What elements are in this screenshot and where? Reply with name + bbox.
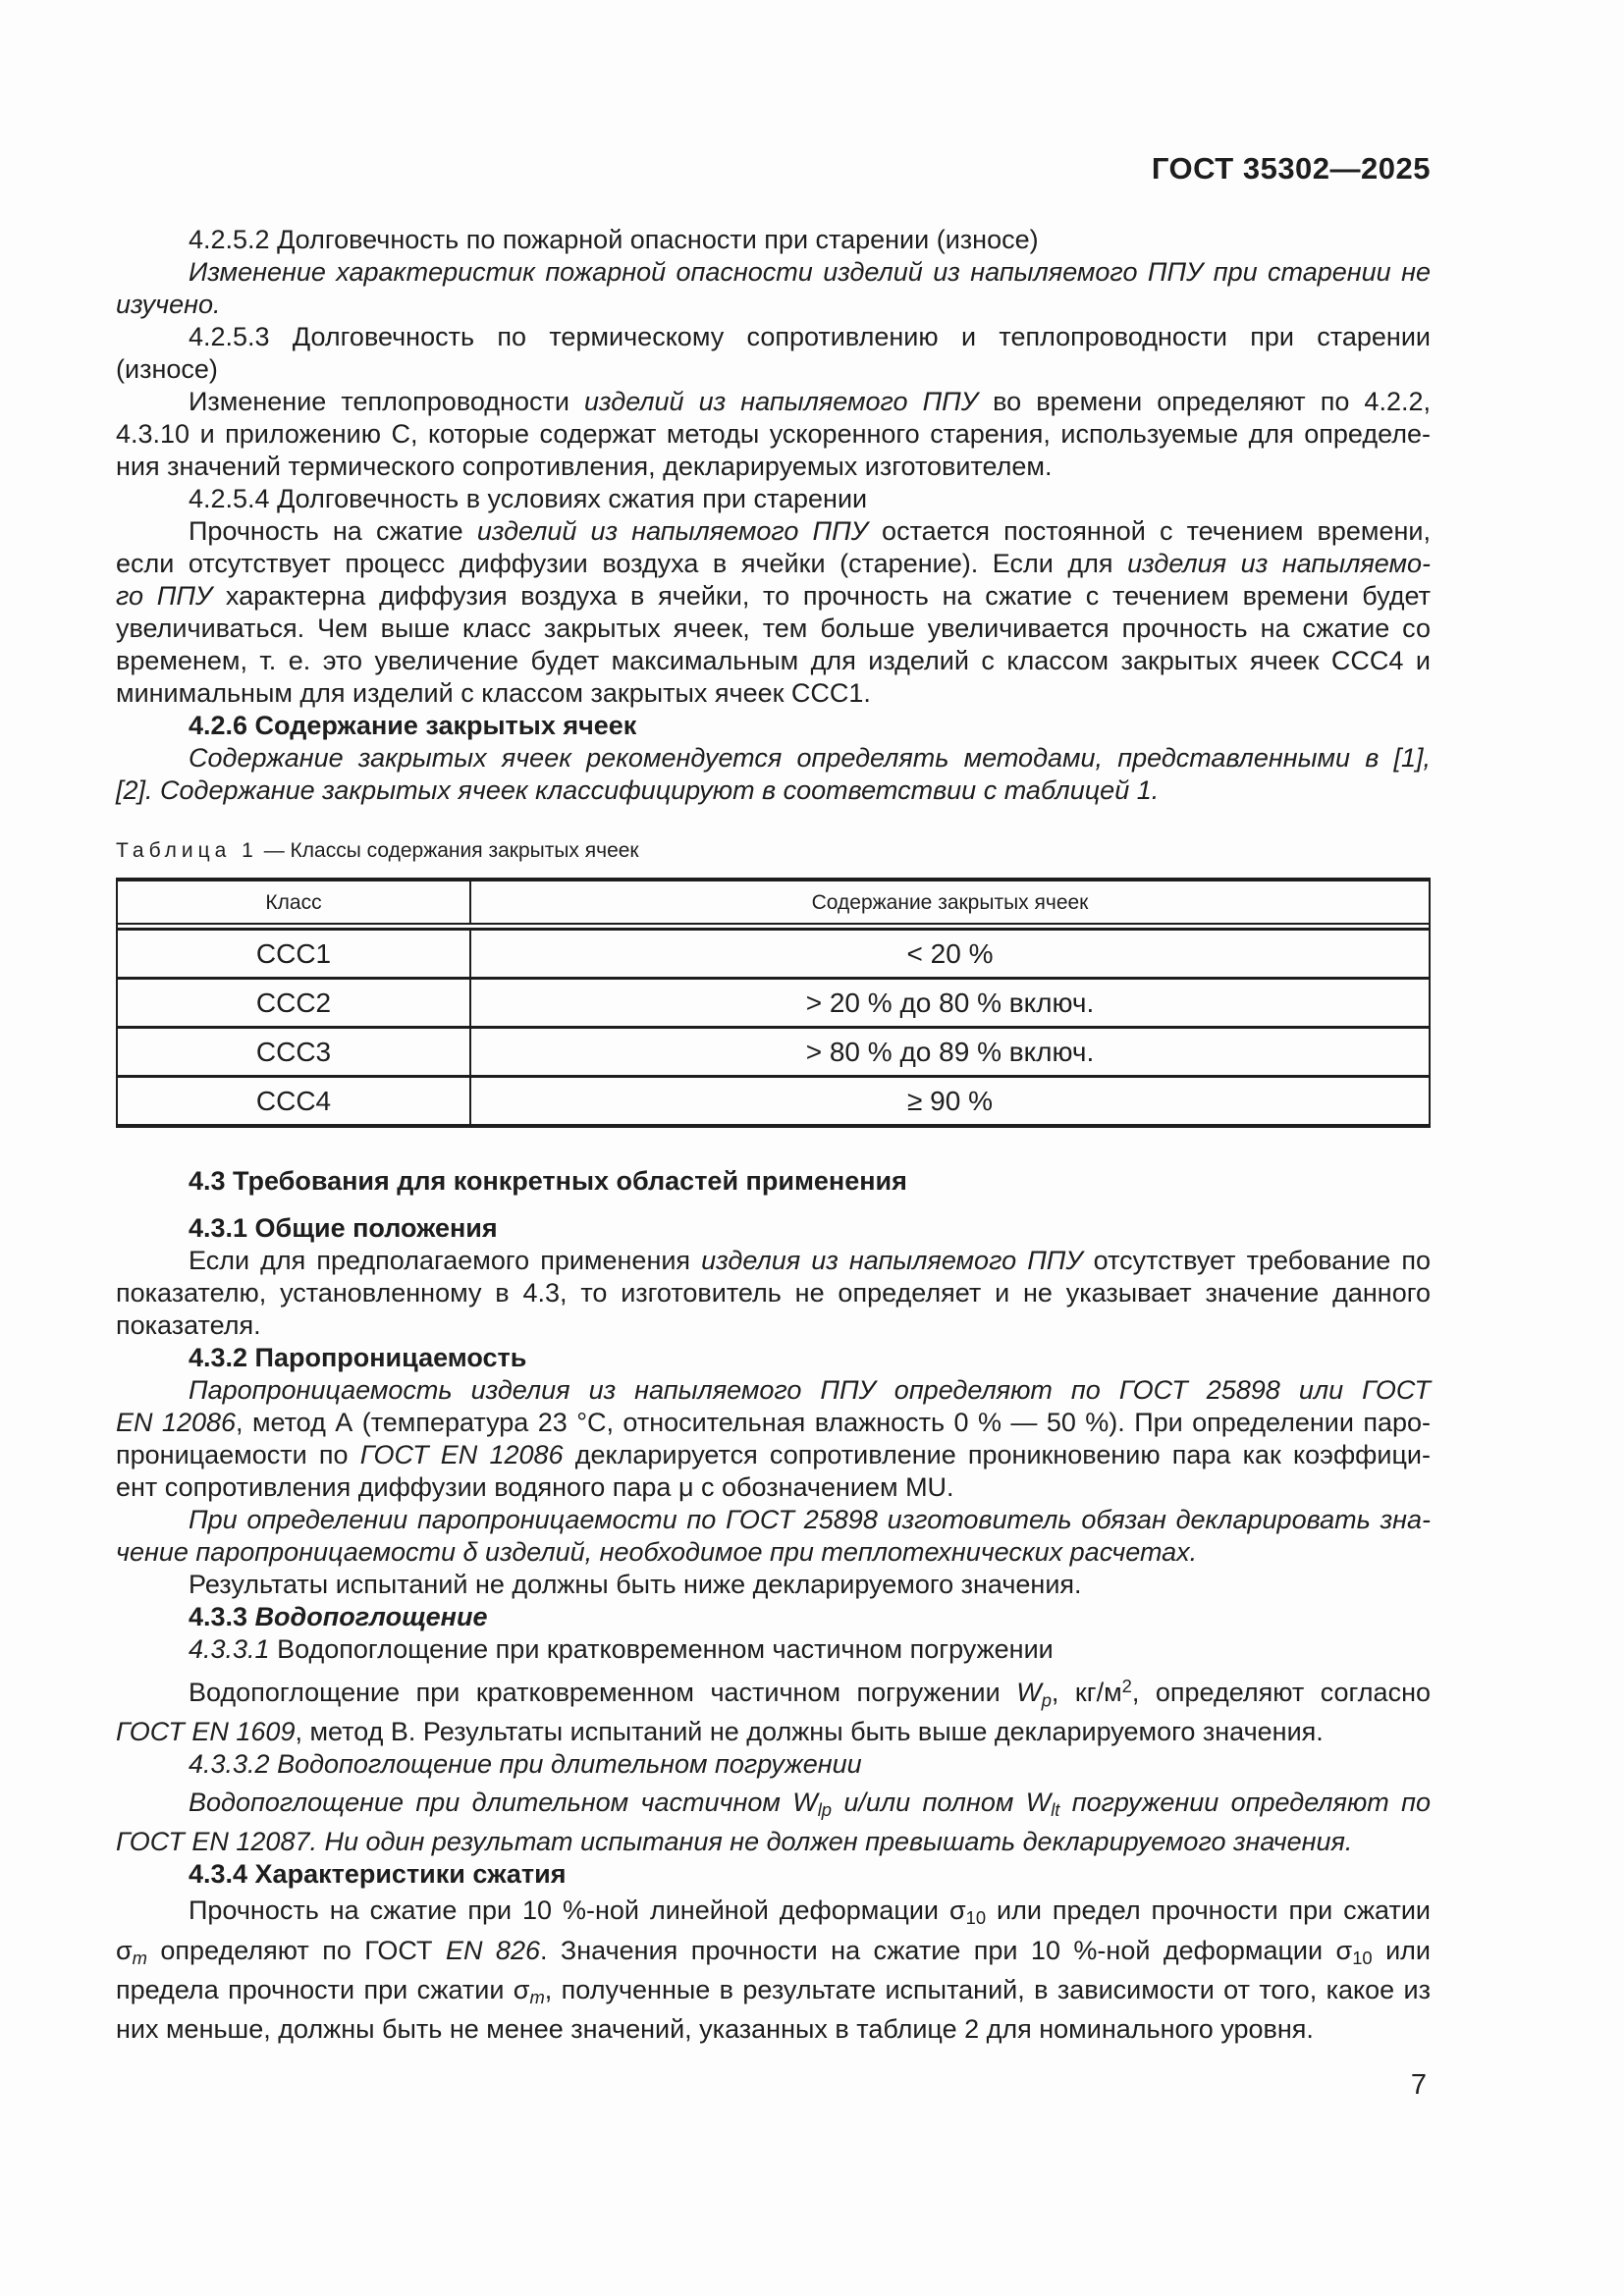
text-line xyxy=(116,483,1431,515)
text-line xyxy=(116,451,1431,483)
heading-434 xyxy=(116,1858,1431,1891)
text-line xyxy=(116,645,1431,677)
paragraph xyxy=(116,1787,1431,1858)
paragraph-4252 xyxy=(116,224,1431,256)
text-run: определяют по ГОСТ xyxy=(146,1935,446,1965)
text-line xyxy=(116,1342,1431,1374)
text-run: или xyxy=(1372,1935,1432,1965)
running-header: ГОСТ 35302—2025 xyxy=(1151,151,1431,186)
text-run: отсутствует требование по xyxy=(1082,1246,1431,1275)
paragraph xyxy=(116,386,1431,483)
text-run: предела прочности при сжатии xyxy=(116,1974,514,2004)
text-run: Водопоглощение при кратковременном частичном погружении xyxy=(189,1678,1017,1708)
text-run: Водопоглощение при кратковременном частичном погружении xyxy=(269,1634,1054,1664)
text-run: , метод В. Результаты испытаний не должны быть выше декларируемого значения. xyxy=(295,1717,1324,1747)
text-run: изделий из напыляемого ППУ xyxy=(584,387,978,416)
text-run: 10 xyxy=(1352,1947,1373,1968)
text-line xyxy=(116,386,1431,418)
text-run: Прочность на сжатие при 10 %-ной линейной деформации xyxy=(189,1896,949,1926)
text-run: показателю, установленному в 4.3, то изготовитель не определяет и не указывает значение данного xyxy=(116,1278,1431,1308)
text-run: чение паропроницаемости δ изделий, необходимое при теплотехнических расчетах. xyxy=(116,1537,1198,1567)
text-run: показателя. xyxy=(116,1310,261,1340)
text-run: проницаемости по xyxy=(116,1440,360,1469)
table-header-cell: Класс xyxy=(118,881,471,923)
text-line xyxy=(116,515,1431,548)
text-run: 4.3.1 Общие положения xyxy=(189,1213,498,1243)
text-line xyxy=(116,1439,1431,1471)
text-run: Результаты испытаний не должны быть ниже декларируемого значения. xyxy=(189,1570,1082,1599)
text-line xyxy=(116,1536,1431,1569)
text-run: 2 xyxy=(1121,1676,1132,1696)
table-cell-content: > 20 % до 80 % включ. xyxy=(805,988,1095,1018)
heading-4331 xyxy=(116,1633,1431,1666)
text-run: σ xyxy=(116,1935,133,1965)
table-cell-class: ССС1 xyxy=(118,931,471,977)
text-run: Водопоглощение xyxy=(254,1602,488,1631)
heading-43 xyxy=(116,1165,1431,1198)
text-run: 4.2.5.4 Долговечность в условиях сжатия при старении xyxy=(189,484,868,513)
text-line xyxy=(116,289,1431,321)
text-run: [2]. Содержание закрытых ячеек классифицируют в соответствии с таблицей 1. xyxy=(116,775,1160,805)
text-line xyxy=(116,1935,1431,1974)
paragraph xyxy=(116,515,1431,710)
text-run: При определении паропроницаемости по ГОСТ 25898 изготовитель обязан декларировать зна- xyxy=(189,1505,1431,1534)
text-line xyxy=(116,1374,1431,1407)
text-run: m xyxy=(529,1986,545,2007)
text-line xyxy=(116,224,1431,256)
table-cell-content: < 20 % xyxy=(906,938,994,969)
page-content xyxy=(116,0,1431,2296)
paragraph xyxy=(116,742,1431,807)
text-run: Содержание закрытых ячеек рекомендуется определять методами, представленными в [1], xyxy=(189,743,1431,773)
text-line xyxy=(116,1748,1431,1781)
text-run: остается постоянной с течением времени, xyxy=(867,516,1431,546)
text-line xyxy=(116,1212,1431,1245)
text-run: 4.3.3 xyxy=(189,1602,255,1631)
text-run: σ xyxy=(513,1974,530,2004)
text-run: 4.3.4 Характеристики сжатия xyxy=(189,1859,567,1890)
paragraph xyxy=(116,1895,1431,2045)
text-line xyxy=(116,774,1431,807)
text-line xyxy=(116,1826,1431,1858)
text-run: — Классы содержания закрытых ячеек xyxy=(257,839,639,862)
text-run: Паропроницаемость изделия из напыляемого ППУ определяют по ГОСТ 25898 или ГОСТ xyxy=(189,1375,1431,1405)
paragraph xyxy=(116,1504,1431,1569)
text-line xyxy=(116,1245,1431,1277)
text-line xyxy=(116,1407,1431,1439)
text-run: них меньше, должны быть не менее значений, указанных в таблице 2 для номинального уровня. xyxy=(116,2013,1314,2044)
text-line xyxy=(116,1858,1431,1891)
text-line xyxy=(116,1471,1431,1504)
heading-4332 xyxy=(116,1748,1431,1781)
text-run: изучено. xyxy=(116,290,221,319)
text-run: или предел прочности при сжатии xyxy=(986,1896,1431,1926)
text-run: и/или полном W xyxy=(831,1788,1052,1818)
text-run: EN 826 xyxy=(445,1935,540,1965)
table-row xyxy=(118,1026,1429,1075)
table-header-row xyxy=(118,881,1429,923)
text-run: σ xyxy=(1335,1935,1353,1965)
table-header-double-rule xyxy=(118,923,1429,931)
text-run: , кг/м xyxy=(1051,1678,1122,1708)
text-line xyxy=(116,548,1431,580)
text-run: p xyxy=(1041,1689,1052,1711)
text-run: , полученные в результате испытаний, в зависимости от того, какое из xyxy=(544,1974,1431,2004)
heading-433 xyxy=(116,1601,1431,1633)
text-line xyxy=(116,1670,1431,1716)
heading-432 xyxy=(116,1342,1431,1374)
text-line xyxy=(116,1974,1431,2013)
text-run: 4.3.2 Паропроницаемость xyxy=(189,1343,527,1372)
text-line xyxy=(116,834,1431,867)
closed-cell-classes-table xyxy=(116,878,1431,1128)
paragraph xyxy=(116,1670,1431,1748)
text-run: изделия из напыляемого ППУ xyxy=(701,1246,1083,1275)
heading-431 xyxy=(116,1212,1431,1245)
paragraph xyxy=(116,1245,1431,1342)
table-row xyxy=(118,931,1429,977)
text-line xyxy=(116,710,1431,742)
document-body xyxy=(116,0,1431,2046)
table-cell-class: ССС2 xyxy=(118,980,471,1026)
text-line xyxy=(116,742,1431,774)
text-line xyxy=(116,2013,1431,2046)
text-run: lt xyxy=(1051,1799,1060,1821)
paragraph-4254 xyxy=(116,483,1431,515)
text-run: , определяют согласно xyxy=(1131,1678,1431,1708)
text-line xyxy=(116,1601,1431,1633)
text-run: 4.3 Требования для конкретных областей применения xyxy=(189,1166,907,1196)
text-run: 10 xyxy=(965,1907,987,1929)
text-run: 4.3.10 и приложению С, которые содержат методы ускоренного старения, используемые для определе- xyxy=(116,419,1431,449)
paragraph xyxy=(116,1374,1431,1504)
text-line xyxy=(116,1504,1431,1536)
text-run: Водопоглощение при длительном частичном W xyxy=(189,1788,818,1818)
text-run: временем, т. е. это увеличение будет максимальным для изделий с классом закрытых ячеек ССС4 и xyxy=(116,646,1431,675)
paragraph xyxy=(116,1569,1431,1601)
text-line xyxy=(116,1716,1431,1748)
text-line xyxy=(116,1309,1431,1342)
table-row xyxy=(118,1075,1429,1124)
text-run: ГОСТ EN 1609 xyxy=(116,1717,296,1747)
text-line xyxy=(116,1633,1431,1666)
text-line xyxy=(116,1787,1431,1826)
text-run: ГОСТ EN 12086 xyxy=(359,1440,564,1469)
table-cell-class: ССС4 xyxy=(118,1078,471,1124)
text-run: го ППУ xyxy=(116,581,213,611)
table-header-cell: Содержание закрытых ячеек xyxy=(811,890,1089,914)
paragraph-4253 xyxy=(116,321,1431,386)
text-run: изделий из напыляемого ППУ xyxy=(476,516,868,546)
page-number: 7 xyxy=(1410,2069,1427,2101)
text-run: ГОСТ EN 12087. Ни один результат испытания не должен превышать декларируемого значения. xyxy=(116,1827,1353,1857)
text-run: погружении определяют по xyxy=(1059,1788,1431,1818)
text-run: (износе) xyxy=(116,354,218,384)
text-run: ент сопротивления диффузии водяного пара μ с обозначением MU. xyxy=(116,1472,954,1502)
text-run: 4.3.3.2 Водопоглощение при длительном погружении xyxy=(189,1749,862,1780)
text-run: увеличиваться. Чем выше класс закрытых ячеек, тем больше увеличивается прочность на сжатие со xyxy=(116,614,1431,643)
text-run: Изменение теплопроводности xyxy=(189,387,584,416)
text-run: если отсутствует процесс диффузии воздуха в ячейки (старение). Если для xyxy=(116,549,1128,578)
table-cell-class: ССС3 xyxy=(118,1029,471,1075)
text-run: ния значений термического сопротивления, декларируемых изготовителем. xyxy=(116,452,1053,481)
table-caption xyxy=(116,834,1431,867)
text-run: . Значения прочности на сжатие при 10 %-ной деформации xyxy=(539,1935,1336,1965)
text-line xyxy=(116,677,1431,710)
text-run: во времени определяют по 4.2.2, xyxy=(978,387,1431,416)
text-line xyxy=(116,1277,1431,1309)
text-line xyxy=(116,580,1431,613)
text-line xyxy=(116,418,1431,451)
heading-426 xyxy=(116,710,1431,742)
text-run: Если для предполагаемого применения xyxy=(189,1246,702,1275)
text-run: Прочность на сжатие xyxy=(189,516,477,546)
text-run: Таблица 1 xyxy=(116,839,258,862)
text-run: характерна диффузия воздуха в ячейки, то прочность на сжатие с течением времени будет xyxy=(212,581,1431,611)
text-run: изделия из напыляемо- xyxy=(1127,549,1431,578)
text-line xyxy=(116,353,1431,386)
text-run: Изменение характеристик пожарной опасности изделий из напыляемого ППУ при старении не xyxy=(189,257,1431,287)
text-run: m xyxy=(132,1947,147,1968)
text-run: W xyxy=(1016,1678,1042,1708)
text-line xyxy=(116,1895,1431,1934)
text-line xyxy=(116,321,1431,353)
text-run: EN 12086 xyxy=(116,1408,237,1437)
text-run: 4.3.3.1 xyxy=(189,1634,270,1664)
text-line xyxy=(116,256,1431,289)
paragraph xyxy=(116,256,1431,321)
text-run: декларируется сопротивление проникновению пара как коэффици- xyxy=(563,1440,1432,1469)
table-row xyxy=(118,977,1429,1026)
text-run: , метод А (температура 23 °С, относительная влажность 0 % — 50 %). При определении паро- xyxy=(236,1408,1432,1437)
text-run: 4.2.5.2 Долговечность по пожарной опасности при старении (износе) xyxy=(189,225,1039,254)
text-run: 4.2.5.3 Долговечность по термическому сопротивлению и теплопроводности при старении xyxy=(189,322,1431,351)
text-run: σ xyxy=(948,1896,966,1926)
text-line xyxy=(116,1569,1431,1601)
text-line xyxy=(116,613,1431,645)
table-cell-content: > 80 % до 89 % включ. xyxy=(805,1037,1095,1067)
text-run: lp xyxy=(817,1799,832,1821)
text-run: 4.2.6 Содержание закрытых ячеек xyxy=(189,711,637,740)
text-run: минимальным для изделий с классом закрытых ячеек ССС1. xyxy=(116,678,871,708)
table-cell-content: ≥ 90 % xyxy=(907,1086,993,1116)
text-line xyxy=(116,1165,1431,1198)
